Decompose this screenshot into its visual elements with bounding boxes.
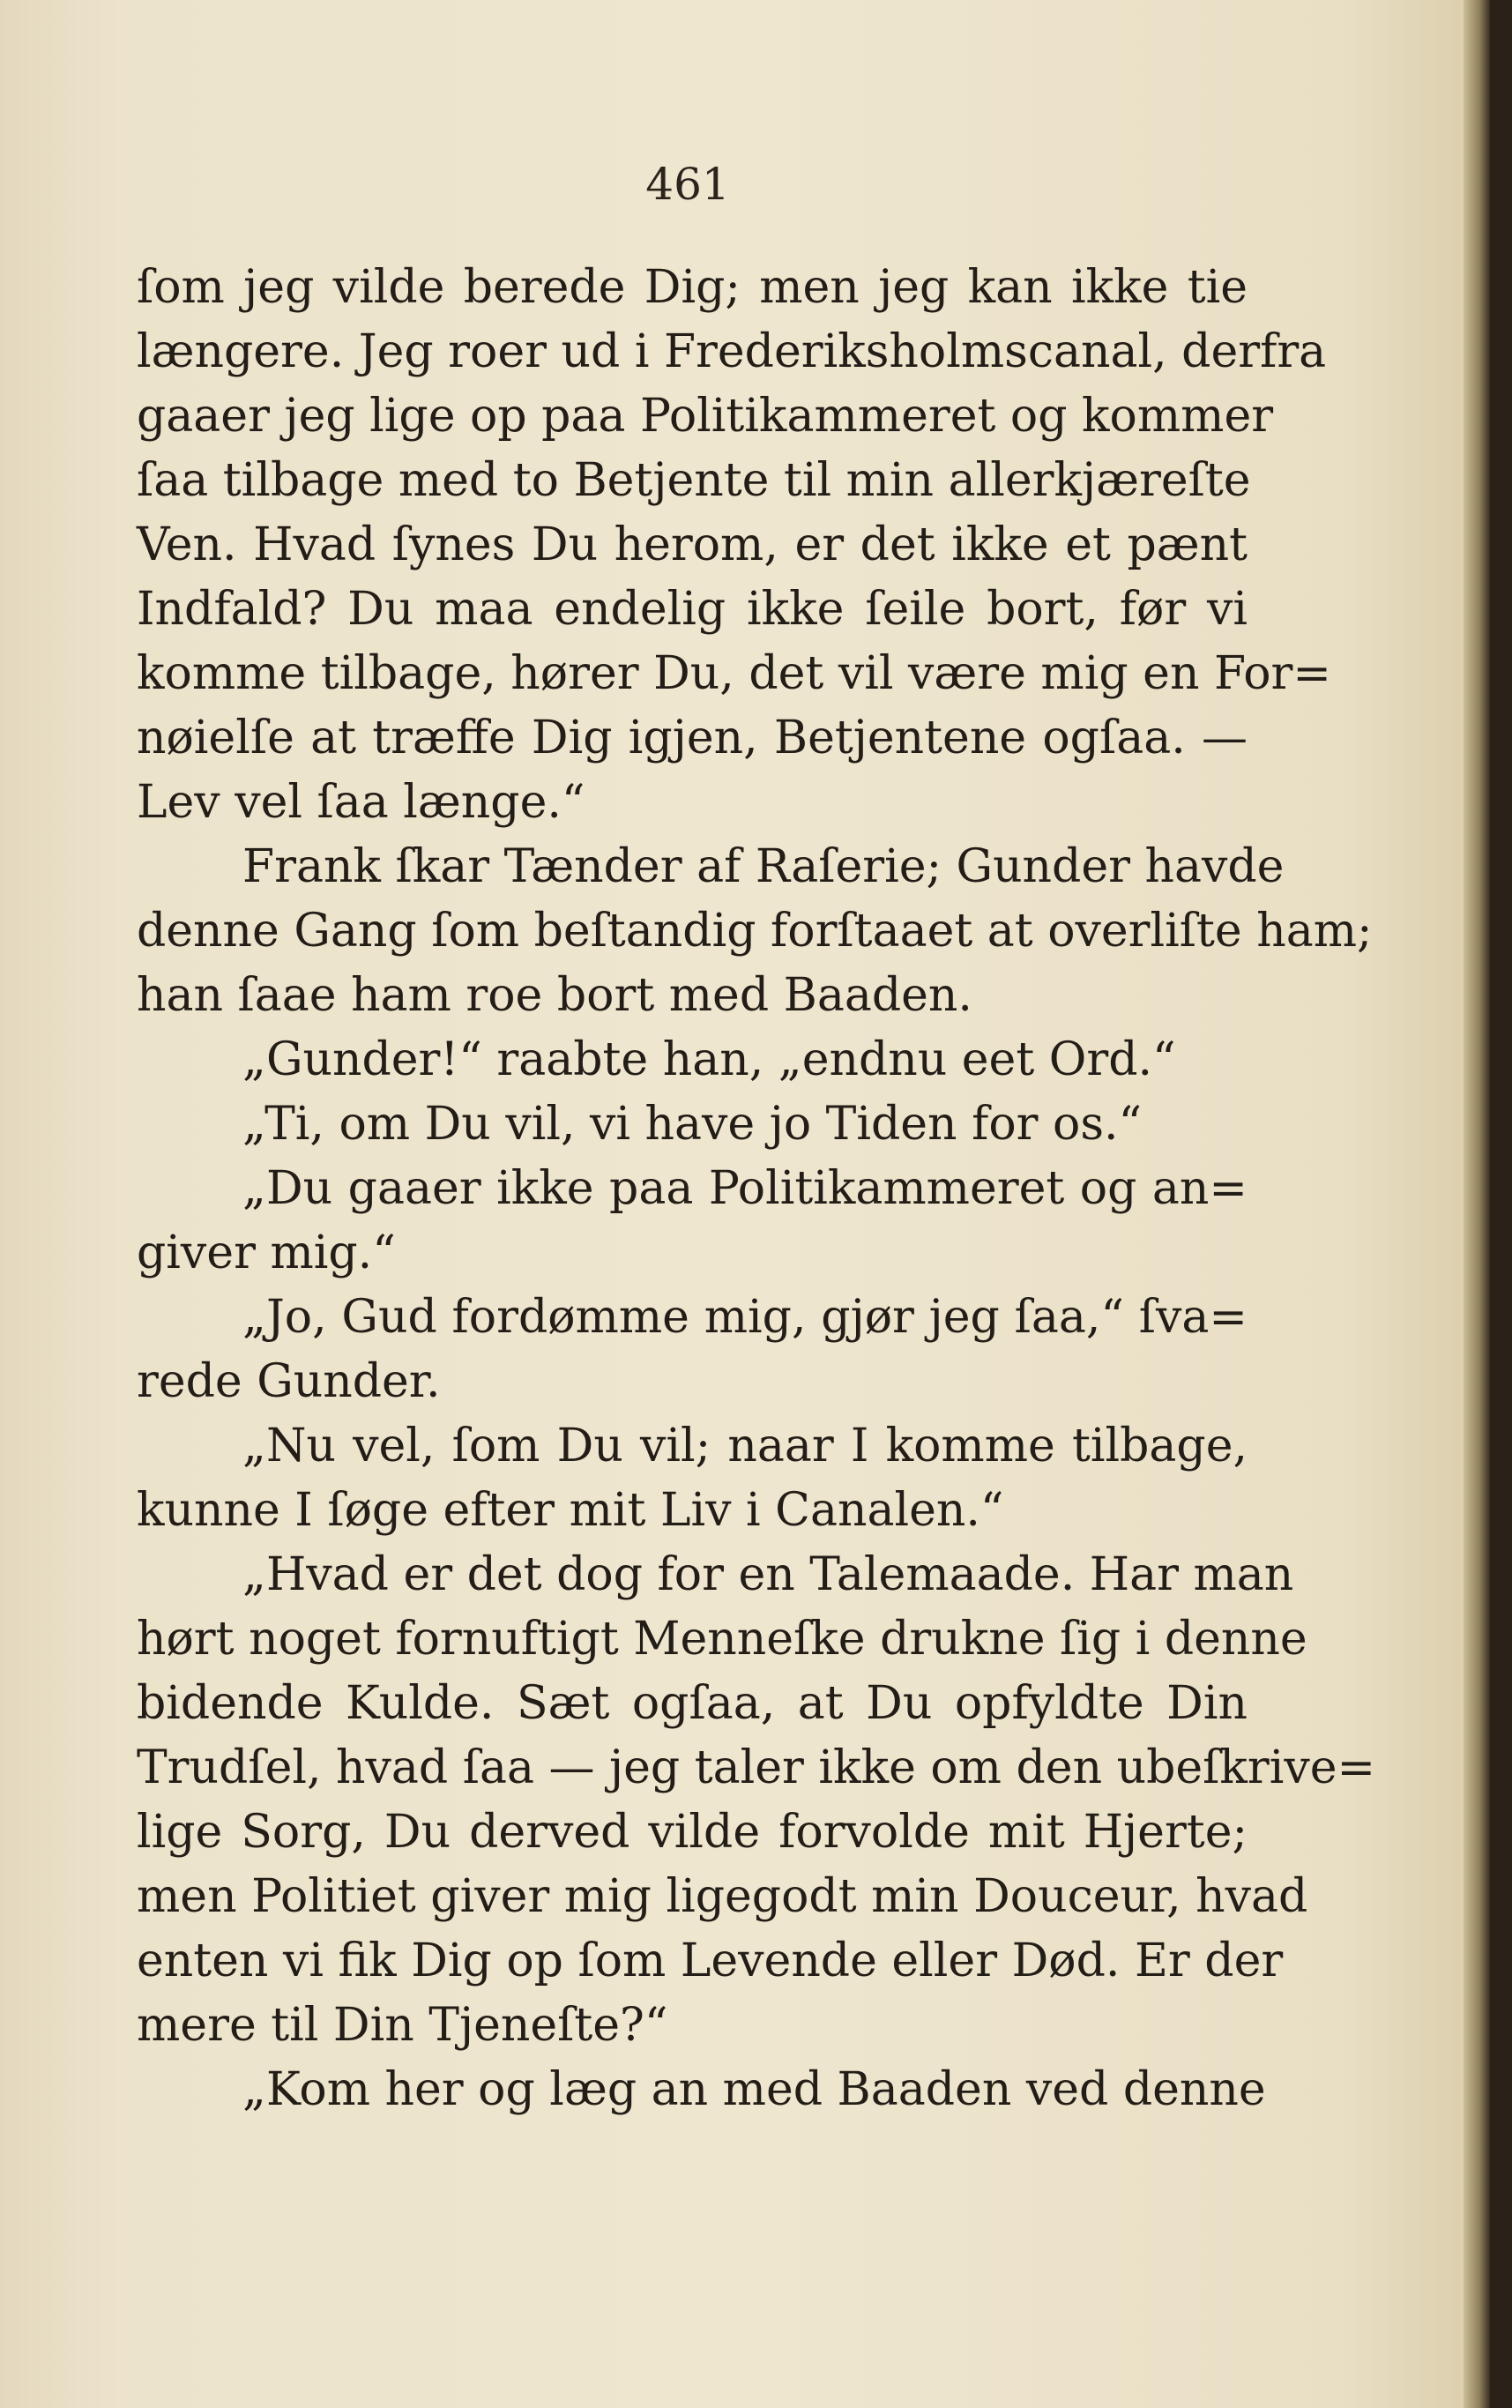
text-line: mere til Din Tjeneſte?“ <box>137 1999 668 2052</box>
text-line: enten vi fik Dig op ſom Levende eller Død. Er der <box>137 1935 1284 1987</box>
page-edge-shadow <box>1464 0 1490 2408</box>
text-line: „Ti, om Du vil, vi have jo Tiden for os.“ <box>242 1098 1143 1151</box>
text-line: komme tilbage, hører Du, det vil være mig en For= <box>137 647 1331 700</box>
text-line: nøielſe at træffe Dig igjen, Betjentene ogſaa. — <box>137 712 1248 764</box>
text-line: „Gunder!“ raabte han, „endnu eet Ord.“ <box>242 1033 1176 1086</box>
text-line: han ſaae ham roe bort med Baaden. <box>137 969 972 1022</box>
text-line: „Du gaaer ikke paa Politikammeret og an= <box>242 1162 1248 1215</box>
text-line: ſom jeg vilde berede Dig; men jeg kan ikke tie <box>137 261 1248 314</box>
text-line: men Politiet giver mig ligegodt min Douceur, hvad <box>137 1870 1308 1923</box>
body-text <box>137 256 1376 2122</box>
text-line: hørt noget fornuftigt Menneſke drukne ſig i denne <box>137 1613 1307 1666</box>
text-line: Lev vel ſaa længe.“ <box>137 776 585 829</box>
text-line: Trudſel, hvad ſaa — jeg taler ikke om den ubeſkrive= <box>137 1741 1376 1794</box>
text-line: rede Gunder. <box>137 1355 441 1408</box>
text-line: Frank ſkar Tænder af Raſerie; Gunder havde <box>242 840 1285 893</box>
text-line: „Kom her og læg an med Baaden ved denne <box>242 2063 1266 2116</box>
text-line: bidende Kulde. Sæt ogſaa, at Du opfyldte Din <box>137 1677 1248 1730</box>
text-line: giver mig.“ <box>137 1226 396 1279</box>
text-line: ſaa tilbage med to Betjente til min allerkjæreſte <box>137 454 1251 507</box>
text-line: „Nu vel, ſom Du vil; naar I komme tilbage, <box>242 1420 1248 1472</box>
text-line: „Hvad er det dog for en Talemaade. Har man <box>242 1548 1294 1601</box>
text-line: kunne I ſøge efter mit Liv i Canalen.“ <box>137 1484 1004 1537</box>
text-line: „Jo, Gud fordømme mig, gjør jeg ſaa,“ ſva= <box>242 1291 1248 1344</box>
text-line: denne Gang ſom beſtandig forſtaaet at overliſte ham; <box>137 905 1373 958</box>
text-line: lige Sorg, Du derved vilde forvolde mit Hjerte; <box>137 1806 1248 1859</box>
text-line: Indfald? Du maa endelig ikke ſeile bort, før vi <box>137 583 1248 636</box>
text-line: gaaer jeg lige op paa Politikammeret og kommer <box>137 390 1274 443</box>
text-line: Ven. Hvad ſynes Du herom, er det ikke et pænt <box>137 518 1248 571</box>
page-number: 461 <box>645 159 730 210</box>
text-line: længere. Jeg roer ud i Frederiksholmscanal, derfra <box>137 325 1327 378</box>
